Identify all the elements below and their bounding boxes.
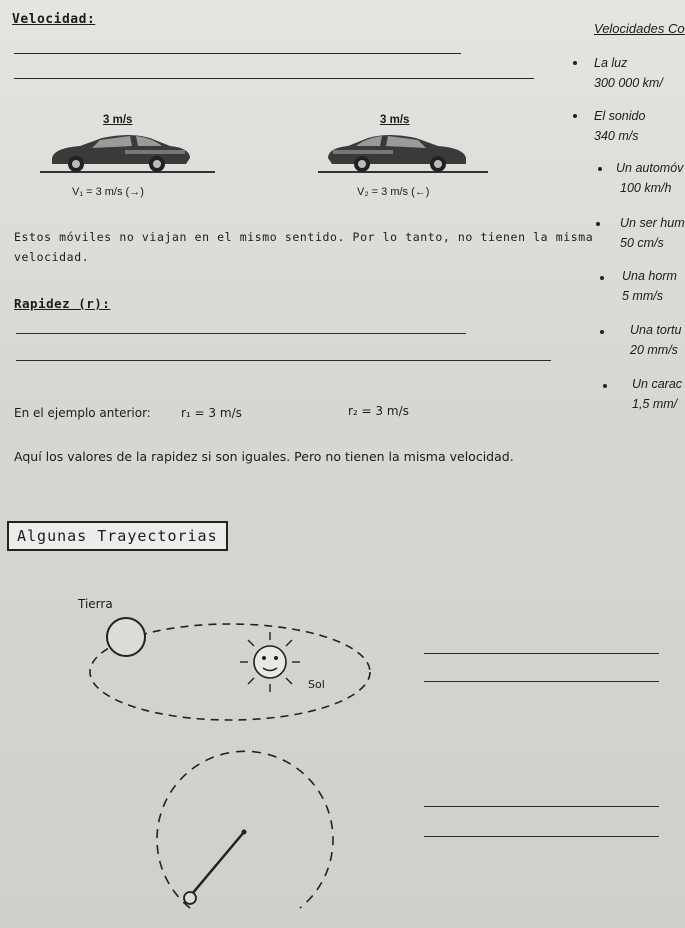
side-item-value: 100 km/h — [620, 181, 672, 195]
side-item-label: Una tortu — [630, 323, 682, 337]
radius-line — [192, 832, 244, 894]
car1-illustration — [40, 128, 220, 178]
orbit-diagram — [80, 612, 380, 727]
side-item-value: 300 000 km/ — [594, 76, 663, 90]
paragraph-line-1: Estos móviles no viajan en el mismo sentido. Por lo tanto, no tienen la misma — [14, 230, 594, 244]
bullet-icon — [573, 61, 577, 65]
sun-label: Sol — [308, 678, 325, 691]
example-r2: r₂ = 3 m/s — [348, 404, 409, 418]
earth-circle — [107, 618, 145, 656]
bullet-icon — [600, 330, 604, 334]
side-item-value: 1,5 mm/ — [632, 397, 678, 411]
side-item-label: Un ser hum — [620, 216, 685, 230]
circular-motion-diagram — [150, 748, 340, 928]
side-item-label: Un carac — [632, 377, 683, 391]
side-item-label: Una horm — [622, 269, 677, 283]
blank-line-3 — [16, 333, 466, 334]
car2-speed-label: 3 m/s — [380, 114, 410, 126]
page-title: Velocidad: — [12, 12, 96, 27]
note-text: Aquí los valores de la rapidez si son iguales. Pero no tienen la misma velocidad. — [14, 449, 514, 464]
bullet-icon — [596, 222, 600, 226]
side-item-value: 340 m/s — [594, 129, 639, 143]
circular-orbit-path — [157, 751, 333, 908]
side-item-label: El sonido — [594, 109, 646, 123]
example-text: En el ejemplo anterior: — [14, 406, 151, 420]
speeds-side-column — [590, 0, 685, 928]
side-item-value: 20 mm/s — [630, 343, 678, 357]
side-item-value: 5 mm/s — [622, 289, 663, 303]
paragraph-line-2: velocidad. — [14, 250, 90, 264]
blank-line-2 — [14, 78, 534, 79]
side-item-value: 50 cm/s — [620, 236, 664, 250]
car1-velocity-label: V₁ = 3 m/s (→) — [72, 186, 144, 198]
bullet-icon — [600, 276, 604, 280]
bullet-icon — [603, 384, 607, 388]
car2-velocity-label: V₂ = 3 m/s (←) — [357, 186, 430, 198]
earth-label: Tierra — [78, 597, 113, 611]
example-r1: r₁ = 3 m/s — [181, 406, 242, 420]
rapidez-title: Rapidez (r): — [14, 296, 111, 311]
moving-object — [184, 892, 196, 904]
bullet-icon — [598, 167, 602, 171]
side-item-label: La luz — [594, 56, 628, 70]
car2-illustration — [318, 128, 498, 178]
bullet-icon — [573, 114, 577, 118]
blank-line-4 — [16, 360, 551, 361]
trajectories-title: Algunas Trayectorias — [7, 521, 228, 551]
car1-speed-label: 3 m/s — [103, 114, 133, 126]
sun-drawing — [240, 632, 300, 692]
side-column-title: Velocidades Co — [594, 21, 685, 36]
side-item-label: Un automóv — [616, 161, 684, 175]
blank-line-1 — [14, 53, 461, 54]
